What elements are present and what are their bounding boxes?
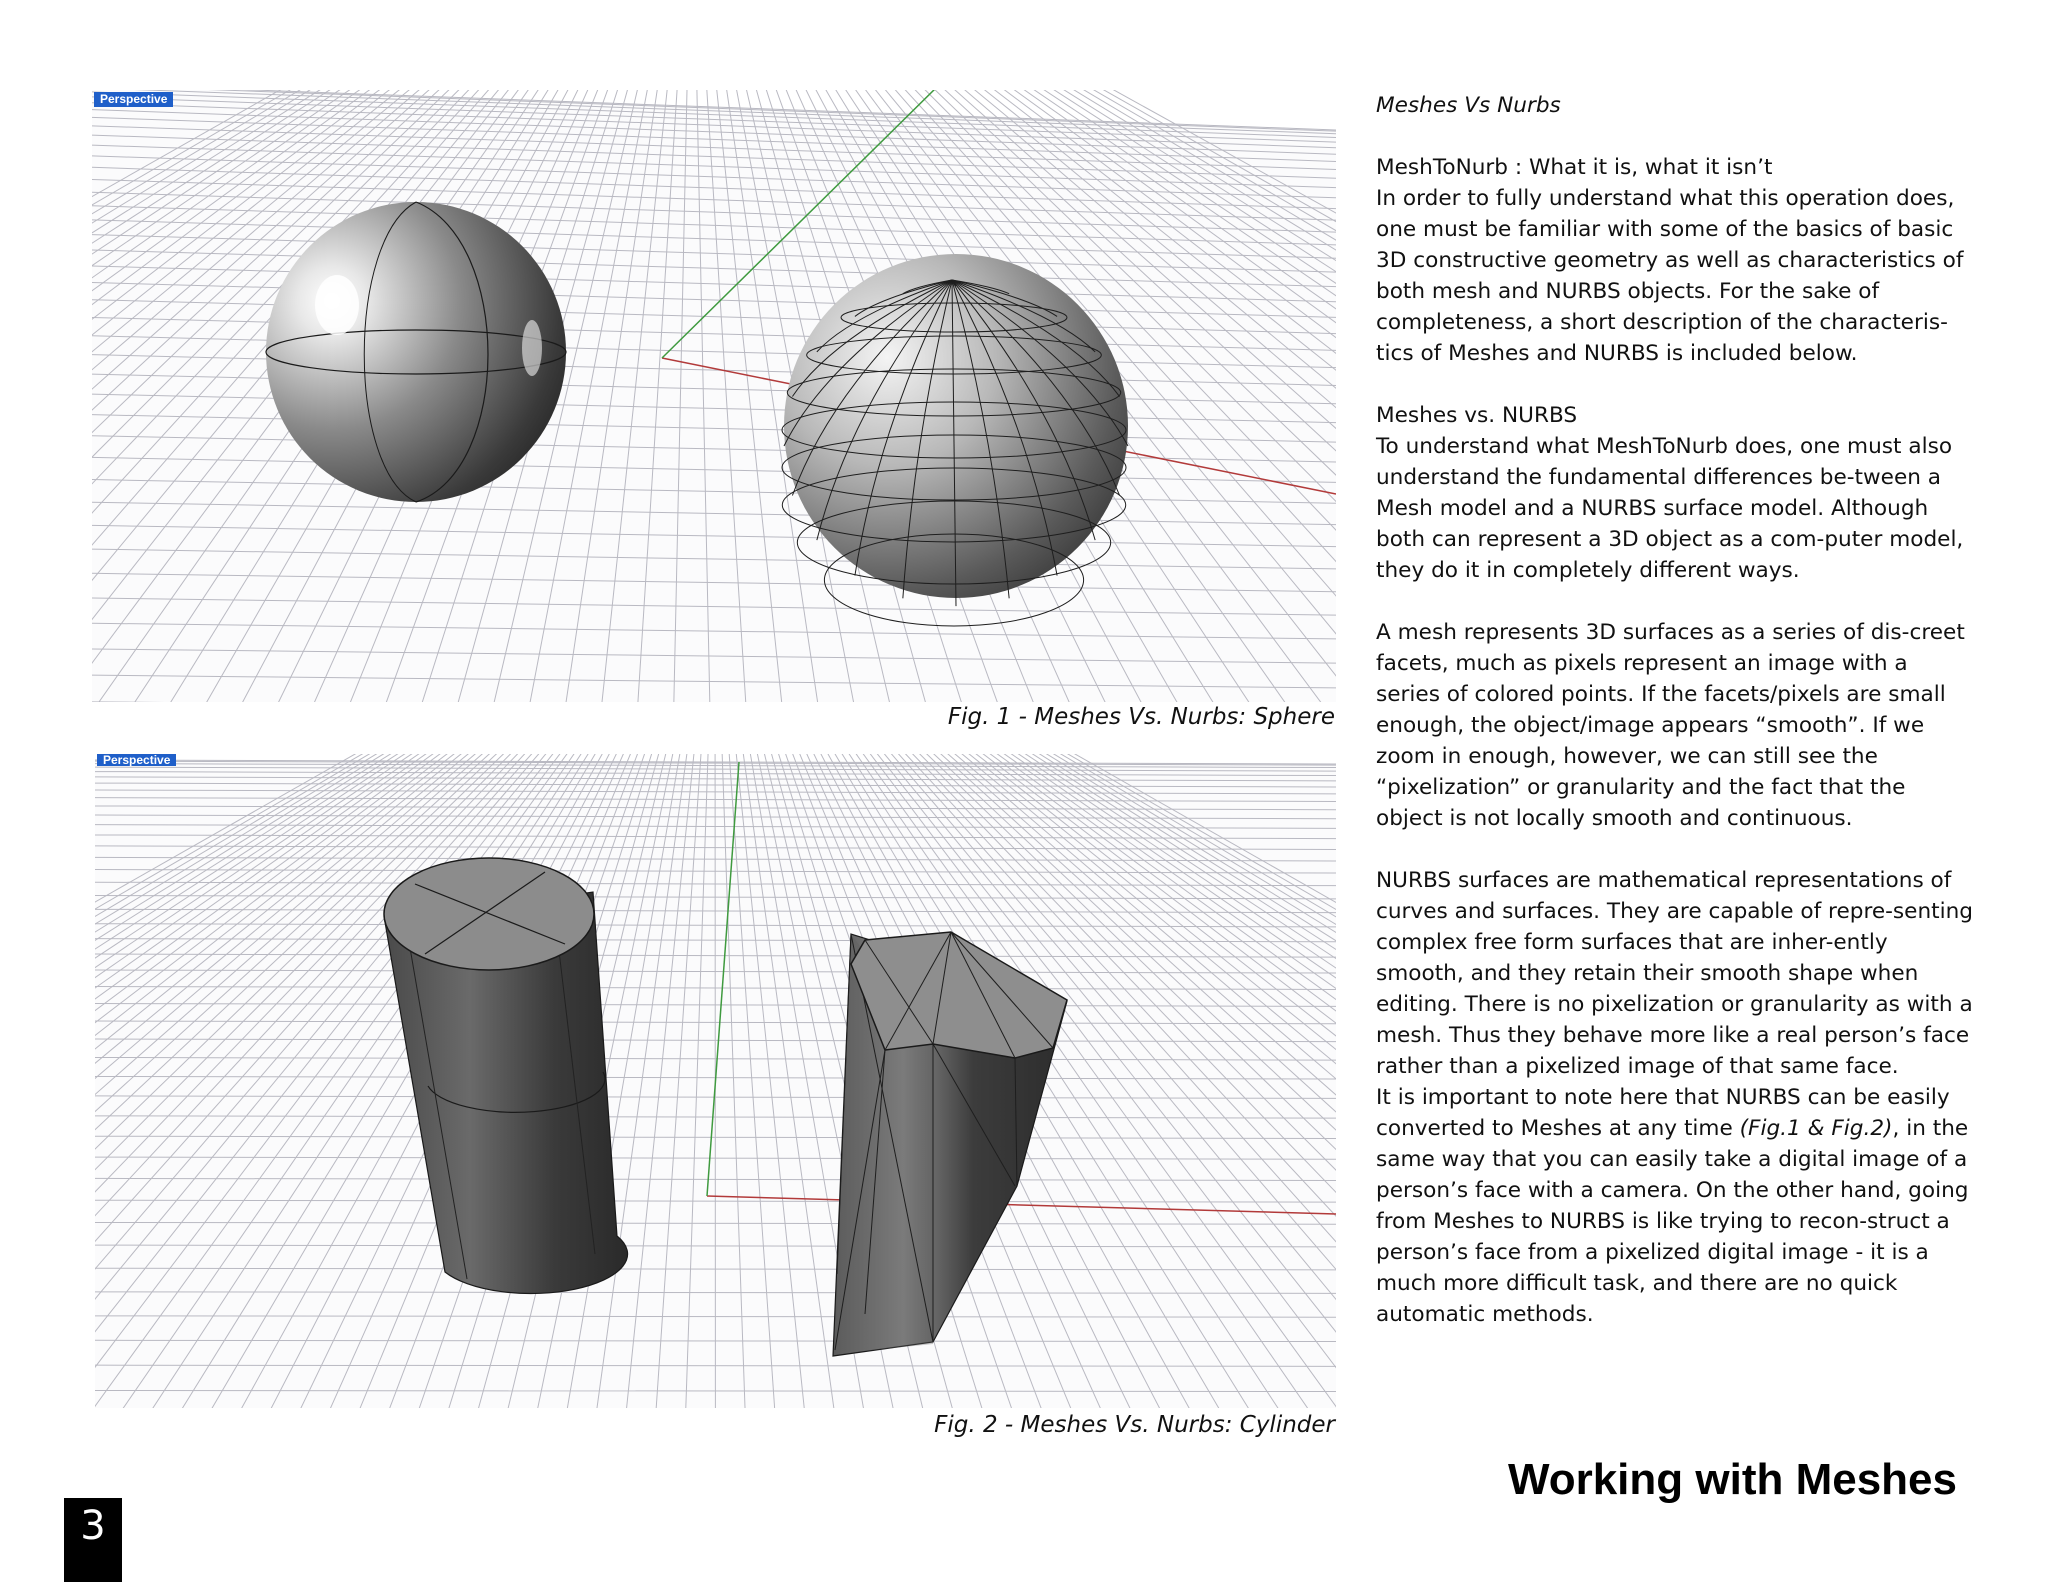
- viewport-label[interactable]: Perspective: [97, 754, 176, 766]
- viewport-label[interactable]: Perspective: [94, 92, 173, 107]
- nurbs-sphere[interactable]: [266, 202, 566, 502]
- section-title: Working with Meshes: [1507, 1455, 1957, 1504]
- section-1-title: MeshToNurb : What it is, what it isn’t: [1376, 155, 1773, 180]
- paragraph-mesh-description: A mesh represents 3D surfaces as a series of dis-creet facets, much as pixels represent an image with a series of colored points. If the facets/pixels are small enough, the object/image appears “smooth”. If we zoom in enough, however, we can still see the “pixelization” or granularity and the fact that the object is not locally smooth and continuous.: [1376, 620, 1965, 831]
- figure-1-render: [92, 90, 1336, 702]
- figure-1-viewport[interactable]: [92, 90, 1336, 702]
- paragraph-conversion-note: [1376, 1082, 1976, 1330]
- grid-floor: [95, 754, 1336, 1408]
- page-number: 3: [64, 1498, 122, 1582]
- figure-2-caption: Fig. 2 - Meshes Vs. Nurbs: Cylinder: [934, 1412, 1335, 1438]
- figure-2-viewport[interactable]: [95, 754, 1336, 1408]
- section-2-body: To understand what MeshToNurb does, one must also understand the fundamental differences be-tween a Mesh model and a NURBS surface model. Although both can represent a 3D object as a com-puter model, they do it in completely different ways.: [1376, 434, 1964, 583]
- conversion-note-text: It is important to note here that NURBS can be easily converted to Meshes at any time: [1376, 1085, 1950, 1141]
- article-text: [1376, 90, 1976, 1330]
- figure-1-caption: Fig. 1 - Meshes Vs. Nurbs: Sphere: [947, 704, 1335, 730]
- figure-reference: (Fig.1 & Fig.2): [1739, 1116, 1893, 1141]
- section-2-title: Meshes vs. NURBS: [1376, 403, 1578, 428]
- section-1-body: In order to fully understand what this operation does, one must be familiar with some of the basics of basic 3D constructive geometry as well as characteristics of both mesh and NURBS objects. For the sake of completeness, a short description of the characteris-tics of Meshes and NURBS is included below.: [1376, 186, 1964, 366]
- conversion-note-text-end: , in the same way that you can easily take a digital image of a person’s face with a camera. On the other hand, going from Meshes to NURBS is like trying to recon-struct a person’s face from a pixelized digital image - it is a much more difficult task, and there are no quick automatic methods.: [1376, 1116, 1969, 1327]
- article-heading: Meshes Vs Nurbs: [1376, 93, 1561, 118]
- figure-2-render: [95, 754, 1336, 1408]
- paragraph-nurbs-description: NURBS surfaces are mathematical representations of curves and surfaces. They are capable of repre-senting complex free form surfaces that are inher-ently smooth, and they retain their smooth shape when editing. There is no pixelization or granularity as with a mesh. Thus they behave more like a real person’s face rather than a pixelized image of that same face.: [1376, 868, 1974, 1079]
